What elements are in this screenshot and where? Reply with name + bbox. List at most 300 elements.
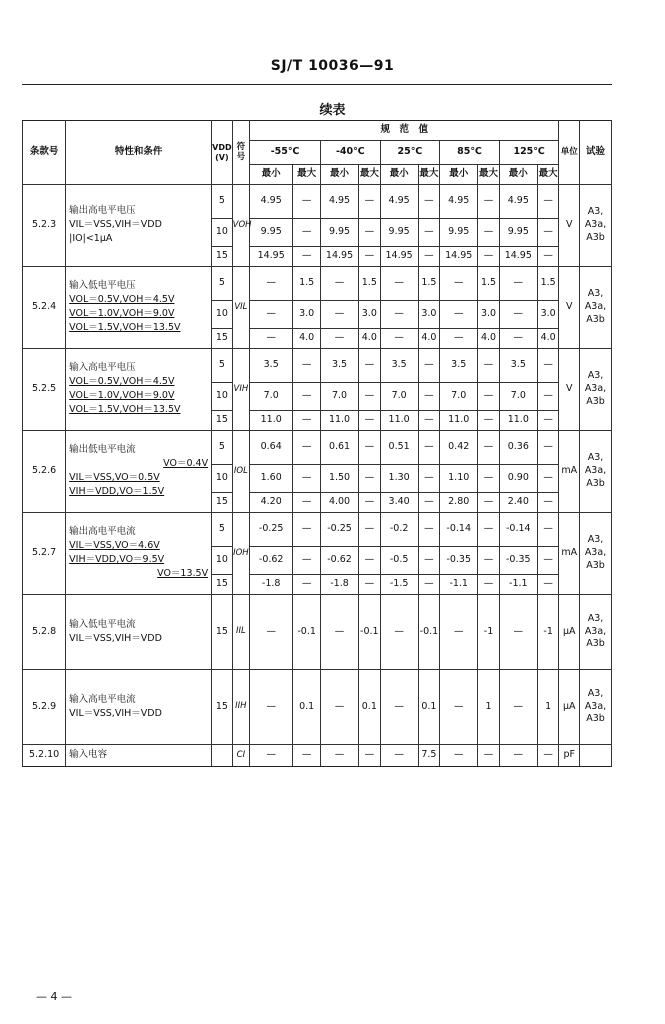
spec-value: — bbox=[440, 595, 478, 670]
spec-value: — bbox=[250, 670, 293, 745]
table-row bbox=[23, 670, 612, 745]
header-temp: -40℃ bbox=[321, 141, 381, 165]
spec-value: — bbox=[321, 267, 359, 301]
test-group: A3, bbox=[587, 370, 604, 382]
spec-value: -0.5 bbox=[380, 547, 418, 575]
header-temp: 25℃ bbox=[380, 141, 440, 165]
clause-number: 5.2.9 bbox=[23, 670, 66, 745]
spec-value: — bbox=[478, 547, 500, 575]
vdd-value: 5 bbox=[212, 185, 233, 219]
spec-value: 1.10 bbox=[440, 465, 478, 493]
spec-value: — bbox=[537, 431, 559, 465]
table-row bbox=[23, 267, 612, 301]
header-min: 最小 bbox=[440, 165, 478, 185]
standard-number: SJ/T 10036—91 bbox=[270, 58, 395, 74]
test-group: A3a, bbox=[584, 625, 607, 637]
condition-line: VO＝13.5V bbox=[157, 567, 209, 579]
spec-value: — bbox=[293, 383, 321, 411]
spec-value: — bbox=[250, 745, 293, 767]
unit: mA bbox=[559, 431, 580, 513]
spec-value: 4.95 bbox=[499, 185, 537, 219]
spec-value: — bbox=[293, 431, 321, 465]
header-clause: 条款号 bbox=[23, 121, 66, 185]
spec-value: -0.1 bbox=[418, 595, 440, 670]
test-group: A3b bbox=[586, 638, 605, 650]
test-cell bbox=[580, 267, 612, 349]
header-temp: 85℃ bbox=[440, 141, 500, 165]
condition-line: 输出高电平电流 bbox=[69, 526, 136, 538]
spec-value: — bbox=[250, 595, 293, 670]
spec-value: — bbox=[440, 329, 478, 349]
spec-value: 7.0 bbox=[380, 383, 418, 411]
spec-value: — bbox=[478, 383, 500, 411]
condition-line: VOL＝1.5V,VOH＝13.5V bbox=[69, 321, 181, 333]
spec-value: — bbox=[418, 575, 440, 595]
spec-value: -1.1 bbox=[440, 575, 478, 595]
spec-value: — bbox=[418, 411, 440, 431]
spec-value: 11.0 bbox=[321, 411, 359, 431]
condition-line: VIH＝VDD,VO＝9.5V bbox=[69, 554, 165, 565]
condition-cell bbox=[66, 185, 212, 267]
unit: V bbox=[559, 349, 580, 431]
unit: V bbox=[559, 267, 580, 349]
table-row bbox=[23, 431, 612, 465]
spec-value: — bbox=[499, 267, 537, 301]
header-min: 最小 bbox=[250, 165, 293, 185]
spec-value: — bbox=[250, 267, 293, 301]
spec-value: 1.5 bbox=[359, 267, 381, 301]
spec-value: 4.95 bbox=[440, 185, 478, 219]
spec-value: 1 bbox=[537, 670, 559, 745]
condition-line: 输出高电平电压 bbox=[69, 205, 136, 217]
symbol: CI bbox=[232, 745, 249, 767]
spec-value: — bbox=[359, 465, 381, 493]
spec-value: — bbox=[499, 301, 537, 329]
header-rule bbox=[22, 84, 612, 85]
table-row bbox=[23, 595, 612, 670]
spec-value: 11.0 bbox=[499, 411, 537, 431]
spec-value: — bbox=[418, 465, 440, 493]
spec-value: 11.0 bbox=[440, 411, 478, 431]
spec-value: — bbox=[537, 493, 559, 513]
condition-cell bbox=[66, 267, 212, 349]
symbol: IIL bbox=[232, 595, 249, 670]
spec-value: 1.30 bbox=[380, 465, 418, 493]
condition-line: VOL＝1.5V,VOH＝13.5V bbox=[69, 403, 181, 415]
spec-value: 0.64 bbox=[250, 431, 293, 465]
spec-value: 4.95 bbox=[380, 185, 418, 219]
spec-value: 3.5 bbox=[380, 349, 418, 383]
header-unit: 单位 bbox=[559, 121, 580, 185]
spec-value: — bbox=[418, 513, 440, 547]
spec-value: — bbox=[418, 185, 440, 219]
test-group: A3a, bbox=[584, 219, 607, 231]
spec-value: — bbox=[359, 383, 381, 411]
spec-value: 1.5 bbox=[418, 267, 440, 301]
unit: V bbox=[559, 185, 580, 267]
condition-line: 输入低电平电流 bbox=[69, 618, 136, 630]
spec-value: — bbox=[359, 493, 381, 513]
spec-value: — bbox=[418, 349, 440, 383]
table-row bbox=[23, 349, 612, 383]
condition-line: 输入高电平电压 bbox=[69, 362, 136, 374]
condition-line: 输入低电平电压 bbox=[69, 280, 136, 292]
condition-cell bbox=[66, 670, 212, 745]
spec-value: 0.42 bbox=[440, 431, 478, 465]
test-cell bbox=[580, 431, 612, 513]
clause-number: 5.2.6 bbox=[23, 431, 66, 513]
spec-value: — bbox=[321, 595, 359, 670]
spec-value: — bbox=[537, 575, 559, 595]
spec-value: 4.20 bbox=[250, 493, 293, 513]
spec-value: — bbox=[359, 431, 381, 465]
spec-value: — bbox=[537, 349, 559, 383]
spec-value: — bbox=[359, 219, 381, 247]
condition-line: 输出低电平电流 bbox=[69, 444, 136, 456]
spec-value: — bbox=[440, 267, 478, 301]
condition-line: VIL＝VSS,VO＝0.5V bbox=[69, 472, 160, 483]
condition-line: VIL＝VSS,VIH＝VDD bbox=[69, 632, 162, 644]
spec-table bbox=[22, 120, 612, 767]
header-max: 最大 bbox=[537, 165, 559, 185]
spec-value: -0.35 bbox=[499, 547, 537, 575]
spec-value: — bbox=[359, 575, 381, 595]
spec-value: — bbox=[499, 745, 537, 767]
condition-line: VOL＝1.0V,VOH＝9.0V bbox=[69, 390, 175, 401]
test-cell bbox=[580, 349, 612, 431]
table-row bbox=[23, 185, 612, 219]
spec-value: 2.40 bbox=[499, 493, 537, 513]
spec-value: -1 bbox=[478, 595, 500, 670]
spec-value: — bbox=[499, 329, 537, 349]
spec-value: — bbox=[478, 465, 500, 493]
spec-value: -0.62 bbox=[250, 547, 293, 575]
spec-value: — bbox=[537, 547, 559, 575]
vdd-value: 10 bbox=[212, 383, 233, 411]
vdd-value: 10 bbox=[212, 547, 233, 575]
vdd-value: 10 bbox=[212, 219, 233, 247]
header-temp: -55℃ bbox=[250, 141, 321, 165]
spec-value: — bbox=[478, 745, 500, 767]
test-group: A3, bbox=[587, 206, 604, 218]
test-group: A3a, bbox=[584, 547, 607, 559]
spec-value: 14.95 bbox=[380, 247, 418, 267]
spec-value: 3.5 bbox=[250, 349, 293, 383]
spec-value: 3.5 bbox=[499, 349, 537, 383]
unit: μA bbox=[559, 670, 580, 745]
table-row bbox=[23, 513, 612, 547]
spec-value: 14.95 bbox=[499, 247, 537, 267]
test-group: A3b bbox=[586, 231, 605, 243]
spec-value: 1.5 bbox=[478, 267, 500, 301]
header-min: 最小 bbox=[321, 165, 359, 185]
symbol: VIL bbox=[232, 267, 249, 349]
header-max: 最大 bbox=[359, 165, 381, 185]
vdd-value: 5 bbox=[212, 349, 233, 383]
table-row bbox=[23, 745, 612, 767]
unit: mA bbox=[559, 513, 580, 595]
spec-value: — bbox=[478, 513, 500, 547]
spec-value: -0.14 bbox=[440, 513, 478, 547]
spec-value: 14.95 bbox=[440, 247, 478, 267]
condition-line: VOL＝0.5V,VOH＝4.5V bbox=[69, 294, 175, 306]
symbol: IIH bbox=[232, 670, 249, 745]
header-test: 试验 bbox=[580, 121, 612, 185]
condition-line: VOL＝1.0V,VOH＝9.0V bbox=[69, 308, 175, 319]
header-characteristics: 特性和条件 bbox=[66, 121, 212, 185]
spec-value: 2.80 bbox=[440, 493, 478, 513]
spec-value: 9.95 bbox=[440, 219, 478, 247]
spec-value: — bbox=[537, 185, 559, 219]
header-spec-values: 规 范 值 bbox=[250, 121, 559, 141]
spec-value: 3.0 bbox=[537, 301, 559, 329]
spec-value: -0.2 bbox=[380, 513, 418, 547]
header-max: 最大 bbox=[293, 165, 321, 185]
spec-value: — bbox=[380, 267, 418, 301]
vdd-value: 5 bbox=[212, 267, 233, 301]
symbol: VIH bbox=[232, 349, 249, 431]
spec-value: — bbox=[418, 547, 440, 575]
unit: μA bbox=[559, 595, 580, 670]
spec-value: 4.0 bbox=[478, 329, 500, 349]
spec-value: 4.00 bbox=[321, 493, 359, 513]
test-group: A3a, bbox=[584, 700, 607, 712]
condition-cell bbox=[66, 349, 212, 431]
condition-line: 输入电容 bbox=[69, 749, 108, 761]
spec-value: — bbox=[359, 547, 381, 575]
spec-value: -1.8 bbox=[321, 575, 359, 595]
spec-value: 7.0 bbox=[321, 383, 359, 411]
spec-value: — bbox=[537, 465, 559, 493]
spec-value: -0.1 bbox=[359, 595, 381, 670]
spec-value: 0.61 bbox=[321, 431, 359, 465]
spec-value: — bbox=[250, 301, 293, 329]
spec-value: — bbox=[321, 329, 359, 349]
condition-cell bbox=[66, 431, 212, 513]
spec-value: 0.36 bbox=[499, 431, 537, 465]
spec-value: 3.0 bbox=[478, 301, 500, 329]
spec-value: 3.40 bbox=[380, 493, 418, 513]
condition-line: VIL＝VSS,VIH＝VDD bbox=[69, 707, 162, 719]
clause-number: 5.2.5 bbox=[23, 349, 66, 431]
spec-value: 0.51 bbox=[380, 431, 418, 465]
spec-value: -0.35 bbox=[440, 547, 478, 575]
spec-value: — bbox=[440, 745, 478, 767]
spec-value: — bbox=[478, 411, 500, 431]
spec-value: 4.95 bbox=[321, 185, 359, 219]
spec-value: — bbox=[359, 411, 381, 431]
spec-value: 0.1 bbox=[293, 670, 321, 745]
vdd-value: 15 bbox=[212, 247, 233, 267]
test-group: A3a, bbox=[584, 465, 607, 477]
vdd-value: 15 bbox=[212, 493, 233, 513]
symbol: IOH bbox=[232, 513, 249, 595]
spec-value: -0.62 bbox=[321, 547, 359, 575]
spec-value: — bbox=[478, 219, 500, 247]
spec-value: — bbox=[478, 349, 500, 383]
spec-value: 4.0 bbox=[359, 329, 381, 349]
spec-value: — bbox=[321, 670, 359, 745]
spec-value: 3.5 bbox=[321, 349, 359, 383]
condition-line: VOL＝0.5V,VOH＝4.5V bbox=[69, 376, 175, 388]
vdd-value: 15 bbox=[212, 670, 233, 745]
spec-value: 4.0 bbox=[293, 329, 321, 349]
clause-number: 5.2.7 bbox=[23, 513, 66, 595]
spec-value: — bbox=[537, 513, 559, 547]
test-group: A3, bbox=[587, 687, 604, 699]
test-group: A3b bbox=[586, 313, 605, 325]
header-max: 最大 bbox=[478, 165, 500, 185]
spec-value: -1.5 bbox=[380, 575, 418, 595]
spec-value: 14.95 bbox=[250, 247, 293, 267]
spec-value: 4.0 bbox=[537, 329, 559, 349]
vdd-value bbox=[212, 745, 233, 767]
spec-value: — bbox=[321, 745, 359, 767]
spec-value: 4.95 bbox=[250, 185, 293, 219]
spec-value: — bbox=[537, 219, 559, 247]
spec-value: — bbox=[293, 185, 321, 219]
spec-value: — bbox=[537, 411, 559, 431]
spec-value: — bbox=[293, 493, 321, 513]
spec-value: — bbox=[499, 595, 537, 670]
test-group: A3b bbox=[586, 477, 605, 489]
spec-value: — bbox=[293, 745, 321, 767]
condition-line: VIL＝VSS,VIH＝VDD bbox=[69, 219, 162, 231]
test-group: A3b bbox=[586, 713, 605, 725]
test-group: A3, bbox=[587, 534, 604, 546]
test-cell bbox=[580, 745, 612, 767]
clause-number: 5.2.10 bbox=[23, 745, 66, 767]
test-group: A3, bbox=[587, 612, 604, 624]
spec-value: 9.95 bbox=[499, 219, 537, 247]
spec-value: 1.5 bbox=[293, 267, 321, 301]
spec-value: — bbox=[293, 247, 321, 267]
spec-value: — bbox=[359, 745, 381, 767]
unit: pF bbox=[559, 745, 580, 767]
spec-value: — bbox=[380, 745, 418, 767]
spec-value: — bbox=[418, 383, 440, 411]
spec-value: 7.0 bbox=[440, 383, 478, 411]
spec-value: — bbox=[440, 301, 478, 329]
spec-value: 9.95 bbox=[250, 219, 293, 247]
spec-value: — bbox=[418, 493, 440, 513]
spec-value: — bbox=[359, 247, 381, 267]
test-cell bbox=[580, 513, 612, 595]
spec-value: 11.0 bbox=[250, 411, 293, 431]
spec-value: — bbox=[537, 745, 559, 767]
vdd-value: 15 bbox=[212, 595, 233, 670]
test-group: A3b bbox=[586, 395, 605, 407]
test-group: A3, bbox=[587, 288, 604, 300]
spec-value: — bbox=[440, 670, 478, 745]
condition-cell bbox=[66, 595, 212, 670]
table-title: 续表 bbox=[319, 103, 346, 118]
spec-value: — bbox=[321, 301, 359, 329]
test-group: A3a, bbox=[584, 383, 607, 395]
spec-value: 3.0 bbox=[359, 301, 381, 329]
spec-value: — bbox=[293, 411, 321, 431]
test-group: A3, bbox=[587, 452, 604, 464]
spec-value: 3.5 bbox=[440, 349, 478, 383]
vdd-value: 10 bbox=[212, 301, 233, 329]
spec-value: — bbox=[478, 493, 500, 513]
spec-value: — bbox=[293, 219, 321, 247]
spec-value: 7.5 bbox=[418, 745, 440, 767]
vdd-value: 10 bbox=[212, 465, 233, 493]
spec-value: — bbox=[359, 349, 381, 383]
spec-value: -0.1 bbox=[293, 595, 321, 670]
spec-value: 0.90 bbox=[499, 465, 537, 493]
clause-number: 5.2.3 bbox=[23, 185, 66, 267]
test-cell bbox=[580, 595, 612, 670]
spec-value: -0.14 bbox=[499, 513, 537, 547]
spec-value: — bbox=[293, 513, 321, 547]
spec-value: -1.1 bbox=[499, 575, 537, 595]
spec-value: — bbox=[293, 575, 321, 595]
spec-value: — bbox=[418, 219, 440, 247]
spec-value: 4.0 bbox=[418, 329, 440, 349]
spec-value: — bbox=[380, 301, 418, 329]
spec-value: — bbox=[537, 247, 559, 267]
spec-value: — bbox=[293, 349, 321, 383]
spec-value: -1.8 bbox=[250, 575, 293, 595]
spec-value: 7.0 bbox=[499, 383, 537, 411]
spec-value: 0.1 bbox=[359, 670, 381, 745]
header-symbol: 符号 bbox=[232, 121, 249, 185]
spec-value: — bbox=[380, 670, 418, 745]
spec-value: 9.95 bbox=[380, 219, 418, 247]
spec-value: 14.95 bbox=[321, 247, 359, 267]
spec-value: — bbox=[359, 513, 381, 547]
spec-value: — bbox=[418, 247, 440, 267]
spec-value: — bbox=[380, 595, 418, 670]
spec-value: — bbox=[359, 185, 381, 219]
spec-value: — bbox=[478, 575, 500, 595]
spec-value: — bbox=[418, 431, 440, 465]
spec-value: — bbox=[478, 431, 500, 465]
spec-value: — bbox=[250, 329, 293, 349]
spec-value: 3.0 bbox=[418, 301, 440, 329]
clause-number: 5.2.8 bbox=[23, 595, 66, 670]
test-cell bbox=[580, 185, 612, 267]
vdd-value: 5 bbox=[212, 513, 233, 547]
vdd-value: 15 bbox=[212, 575, 233, 595]
spec-value: 0.1 bbox=[418, 670, 440, 745]
header-min: 最小 bbox=[380, 165, 418, 185]
vdd-value: 5 bbox=[212, 431, 233, 465]
spec-value: -1 bbox=[537, 595, 559, 670]
spec-value: — bbox=[478, 185, 500, 219]
symbol: VOH bbox=[232, 185, 249, 267]
condition-cell bbox=[66, 745, 212, 767]
spec-value: — bbox=[293, 547, 321, 575]
clause-number: 5.2.4 bbox=[23, 267, 66, 349]
test-cell bbox=[580, 670, 612, 745]
test-group: A3a, bbox=[584, 301, 607, 313]
spec-value: 3.0 bbox=[293, 301, 321, 329]
spec-value: 7.0 bbox=[250, 383, 293, 411]
condition-line: VO＝0.4V bbox=[163, 458, 209, 470]
header-vdd: VDD (V) bbox=[212, 121, 233, 185]
spec-value: -0.25 bbox=[250, 513, 293, 547]
spec-value: 1.50 bbox=[321, 465, 359, 493]
condition-line: VIH＝VDD,VO＝1.5V bbox=[69, 485, 165, 497]
test-group: A3b bbox=[586, 559, 605, 571]
page-number: — 4 — bbox=[36, 990, 72, 1003]
spec-value: 1 bbox=[478, 670, 500, 745]
condition-line: |IO|<1μA bbox=[69, 232, 113, 244]
spec-value: -0.25 bbox=[321, 513, 359, 547]
